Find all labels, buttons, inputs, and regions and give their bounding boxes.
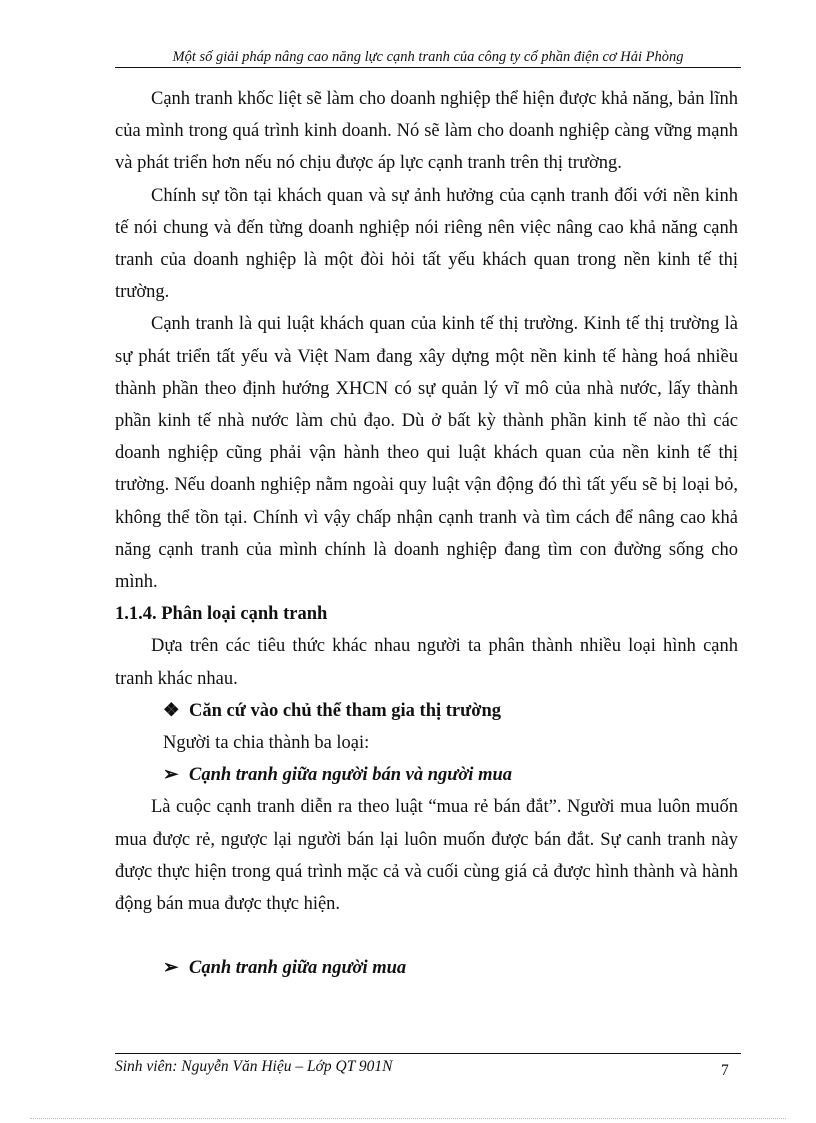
page-edge-dots — [30, 1118, 786, 1119]
arrow-item — [115, 952, 738, 984]
document-body — [115, 83, 738, 984]
page-number: 7 — [721, 1062, 729, 1079]
bullet-item — [115, 695, 738, 727]
diamond-bullet-icon: ❖ — [163, 700, 180, 721]
arrow-item — [115, 759, 738, 791]
bullet-text: Căn cứ vào chủ thể tham gia thị trường — [189, 700, 502, 721]
arrow-bullet-icon: ➢ — [163, 765, 179, 786]
section-heading: 1.1.4. Phân loại cạnh tranh — [115, 604, 328, 625]
paragraph: Là cuộc cạnh tranh diễn ra theo luật “mua rẻ bán đắt”. Người mua luôn muốn mua được rẻ, ngược lại người bán lại luôn muốn được bán đắt. Sự canh tranh này được thực hiện trong quá trình mặc cả và cuối cùng giá cả được hình thành và hành động bán mua được thực hiện. — [115, 797, 738, 915]
paragraph: Người ta chia thành ba loại: — [163, 733, 370, 754]
paragraph: Cạnh tranh là qui luật khách quan của kinh tế thị trường. Kinh tế thị trường là sự phát triển tất yếu và Việt Nam đang xây dựng một nền kinh tế hàng hoá nhiều thành phần theo định hướng XHCN có sự quản lý vĩ mô của nhà nước, lấy thành phần kinh tế nhà nước làm chủ đạo. Dù ở bất kỳ thành phần kinh tế nào thì các doanh nghiệp cũng phải vận hành theo qui luật khách quan của nền kinh tế thị trường. Nếu doanh nghiệp nằm ngoài quy luật vận động đó thì tất yếu sẽ bị loại bỏ, không thể tồn tại. Chính vì vậy chấp nhận cạnh tranh và tìm cách để nâng cao khả năng cạnh tranh của mình chính là doanh nghiệp đang tìm con đường sống cho mình. — [115, 314, 738, 593]
paragraph: Cạnh tranh khốc liệt sẽ làm cho doanh nghiệp thể hiện được khả năng, bản lĩnh của mình trong quá trình kinh doanh. Nó sẽ làm cho doanh nghiệp càng vững mạnh và phát triển hơn nếu nó chịu được áp lực cạnh tranh trên thị trường. — [115, 89, 738, 174]
paragraph: Chính sự tồn tại khách quan và sự ảnh hưởng của cạnh tranh đối với nền kinh tế nói chung và đến từng doanh nghiệp nói riêng nên việc nâng cao khả năng cạnh tranh của doanh nghiệp là một đòi hỏi tất yếu khách quan trong nền kinh tế thị trường. — [115, 185, 738, 303]
paragraph: Dựa trên các tiêu thức khác nhau người ta phân thành nhiều loại hình cạnh tranh khác nhau. — [115, 636, 738, 689]
page-header: Một số giải pháp nâng cao năng lực cạnh tranh của công ty cổ phần điện cơ Hải Phòng — [172, 49, 684, 65]
footer-student: Sinh viên: Nguyễn Văn Hiệu – Lớp QT 901N — [115, 1058, 393, 1075]
footer-rule — [115, 1053, 741, 1054]
spacer — [115, 920, 738, 952]
arrow-item-text: Cạnh tranh giữa người mua — [189, 958, 407, 979]
header-rule — [115, 67, 741, 68]
arrow-item-text: Cạnh tranh giữa người bán và người mua — [189, 765, 512, 786]
arrow-bullet-icon: ➢ — [163, 958, 179, 979]
